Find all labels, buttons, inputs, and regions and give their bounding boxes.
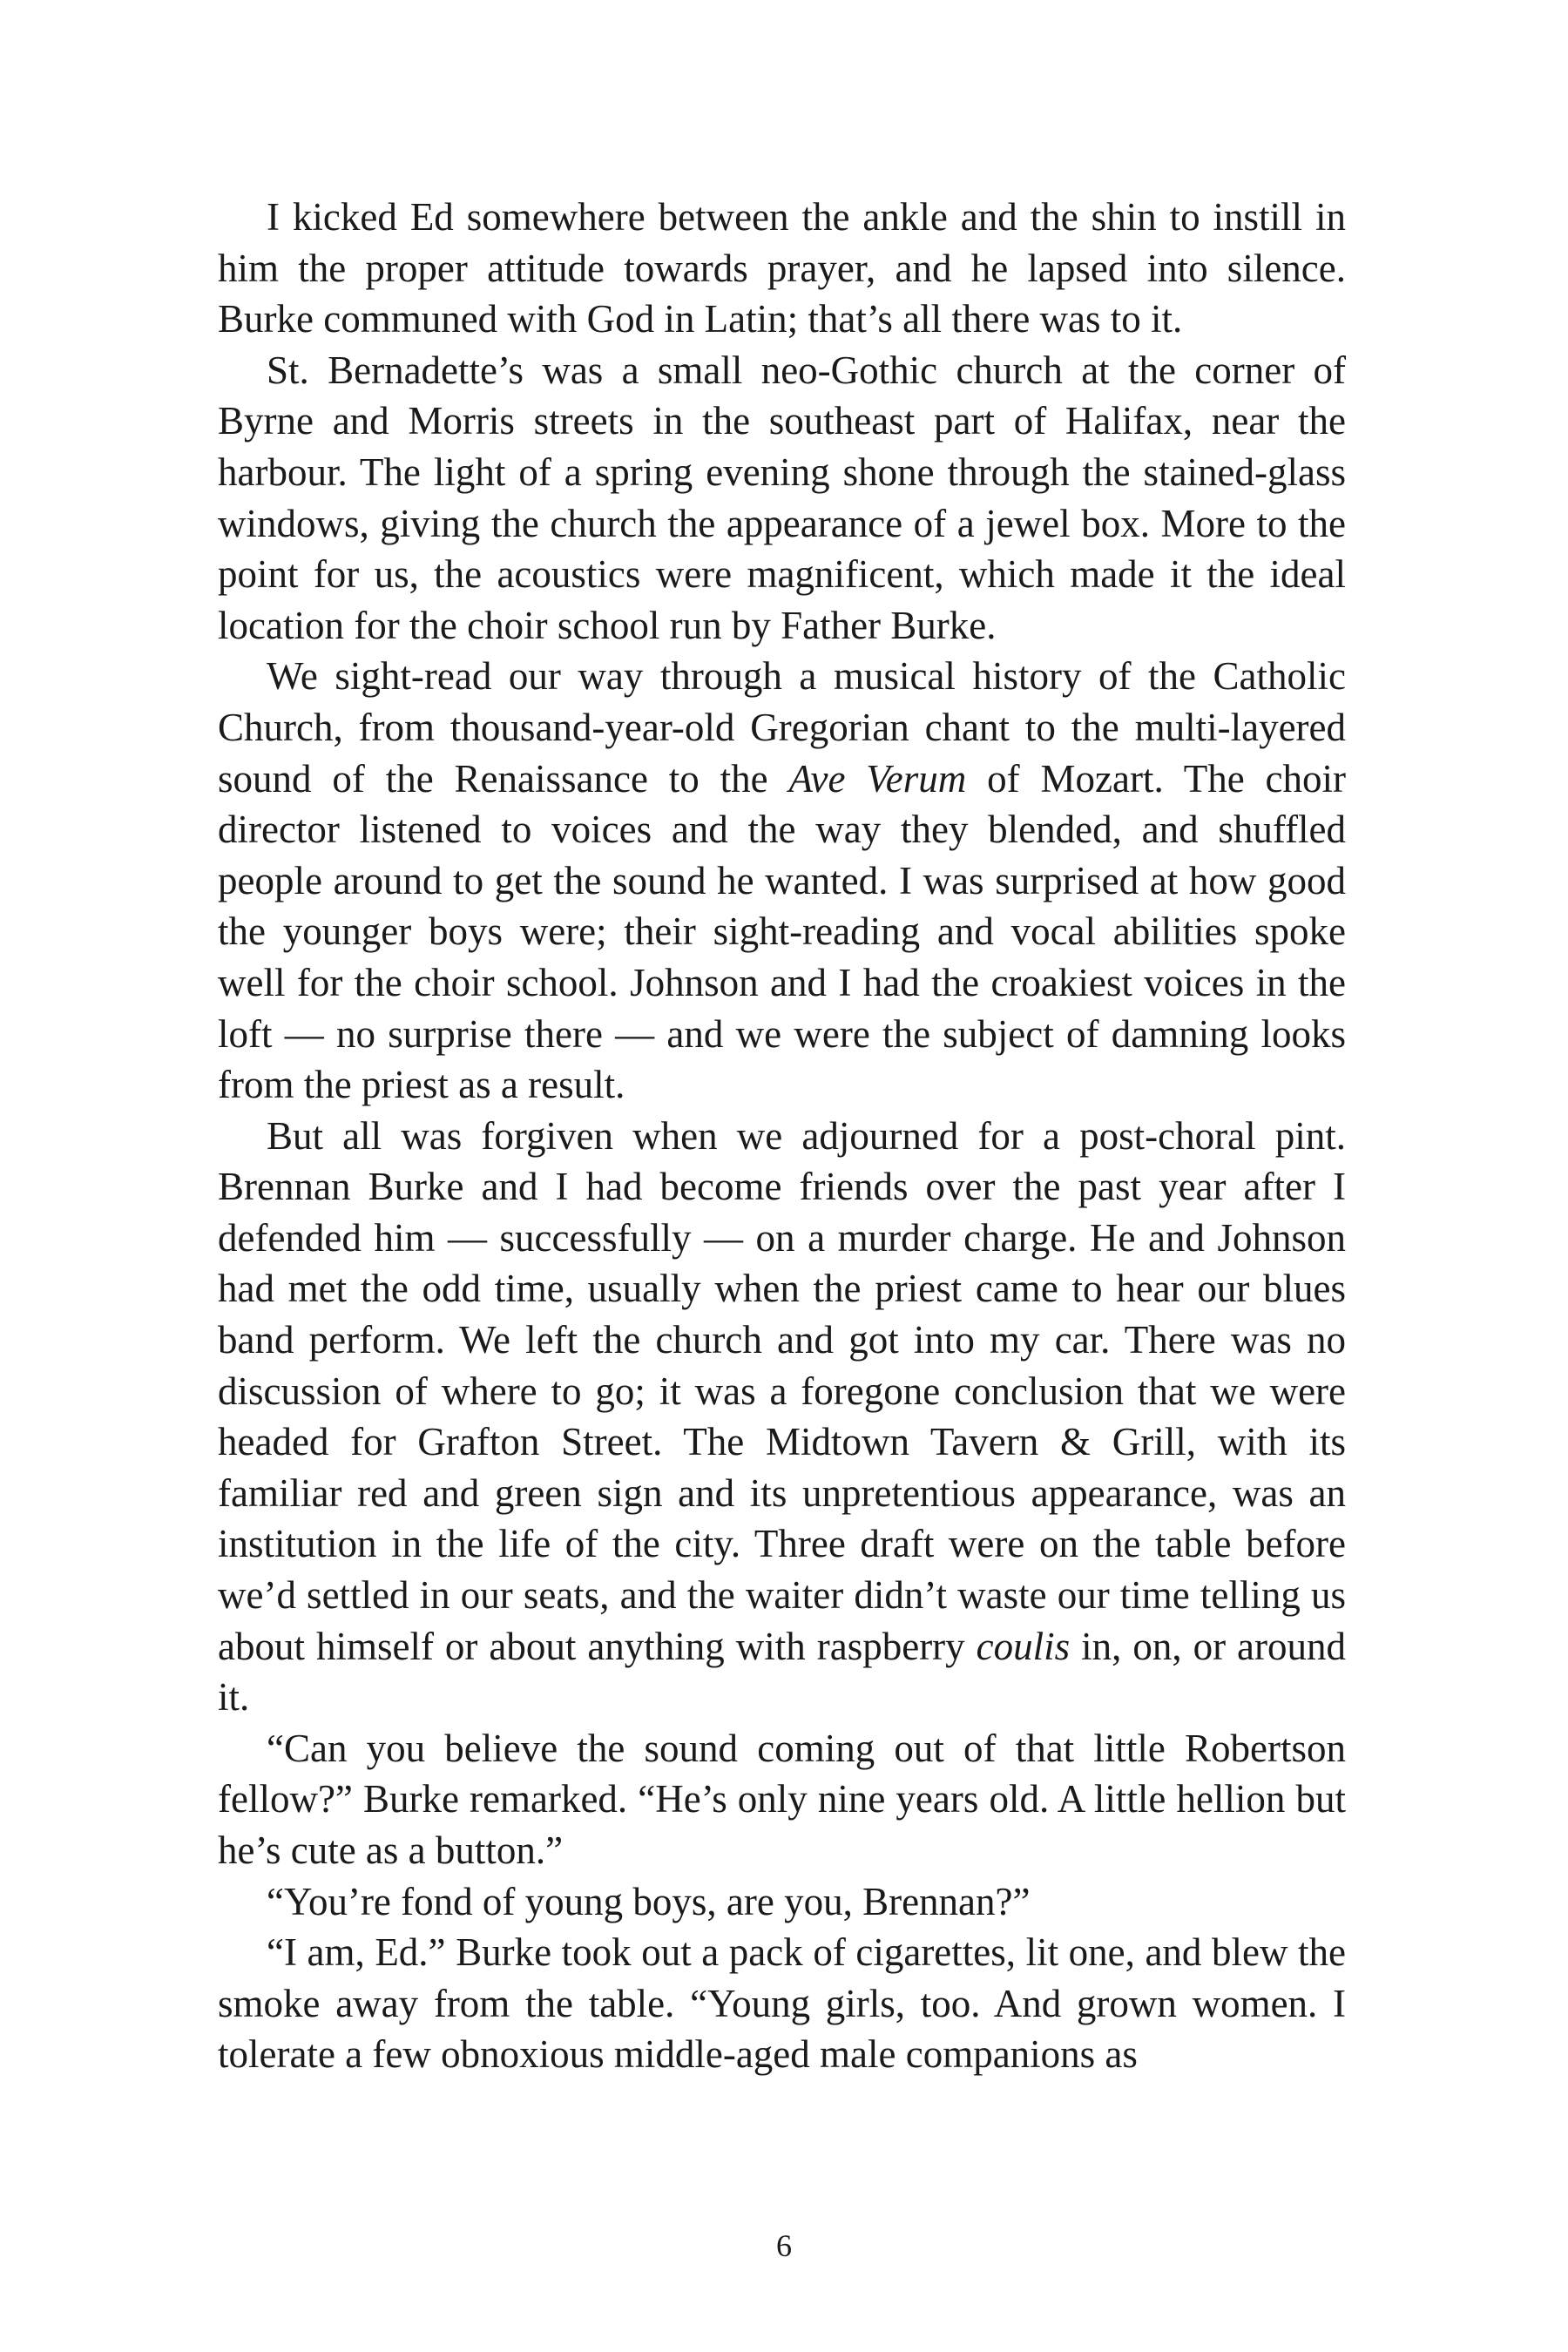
paragraph-4: [218, 1111, 1346, 1723]
paragraph-2: [218, 345, 1346, 652]
paragraph-7-text: “I am, Ed.” Burke took out a pack of cigarettes, lit one, and blew the smoke away from the table. “Young girls, too. And grown women. I tolerate a few obnoxious middle-aged male companions as: [218, 1930, 1346, 2077]
paragraph-4-text-b: in, on, or around it.: [218, 1624, 1346, 1720]
page-number: 6: [776, 2228, 792, 2263]
paragraph-1-text: I kicked Ed somewhere between the ankle and the shin to instill in him the proper attitude towards prayer, and he lapsed into silence. Burke communed with God in Latin; that’s all there was to it.: [218, 195, 1346, 341]
paragraph-2-text: St. Bernadette’s was a small neo-Gothic church at the corner of Byrne and Morris streets in the southeast part of Halifax, near the harbour. The light of a spring evening shone through the stained-glass windows, giving the church the appearance of a jewel box. More to the point for us, the acoustics were magnificent, which made it the ideal location for the choir school run by Father Burke.: [218, 348, 1346, 647]
paragraph-1: [218, 192, 1346, 345]
paragraph-6-text: “You’re fond of young boys, are you, Brennan?”: [267, 1879, 1031, 1923]
italic-title-ave-verum: Ave Verum: [788, 756, 967, 801]
paragraph-5: [218, 1723, 1346, 1876]
body-text: [218, 192, 1346, 2080]
paragraph-4-text-a: But all was forgiven when we adjourned for a post-choral pint. Brennan Burke and I had become friends over the past year after I defended him — successfully — on a murder charge. He and Johnson had met the odd time, usually when the priest came to hear our blues band perform. We left the church and got into my car. There was no discussion of where to go; it was a foregone conclusion that we were headed for Grafton Street. The Midtown Tavern & Grill, with its familiar red and green sign and its unpretentious appearance, was an institution in the life of the city. Three draft were on the table before we’d settled in our seats, and the waiter didn’t waste our time telling us about himself or about anything with raspberry: [218, 1113, 1346, 1668]
paragraph-5-text: “Can you believe the sound coming out of that little Robertson fellow?” Burke remarked. “He’s only nine years old. A little hellion but he’s cute as a button.”: [218, 1726, 1346, 1872]
paragraph-3-text-b: of Mozart. The choir director listened to voices and the way they blended, and shuffled people around to get the sound he wanted. I was surprised at how good the younger boys were; their sight-reading and vocal abilities spoke well for the choir school. Johnson and I had the croakiest voices in the loft — no surprise there — and we were the subject of damning looks from the priest as a result.: [218, 756, 1347, 1107]
paragraph-6: [218, 1876, 1346, 1928]
paragraph-7: [218, 1927, 1346, 2080]
italic-word-coulis: coulis: [976, 1624, 1071, 1668]
paragraph-3: [218, 651, 1346, 1110]
paragraph-3-text-a: We sight-read our way through a musical history of the Catholic Church, from thousand-year-old Gregorian chant to the multi-layered sound of the Renaissance to the: [218, 654, 1346, 801]
